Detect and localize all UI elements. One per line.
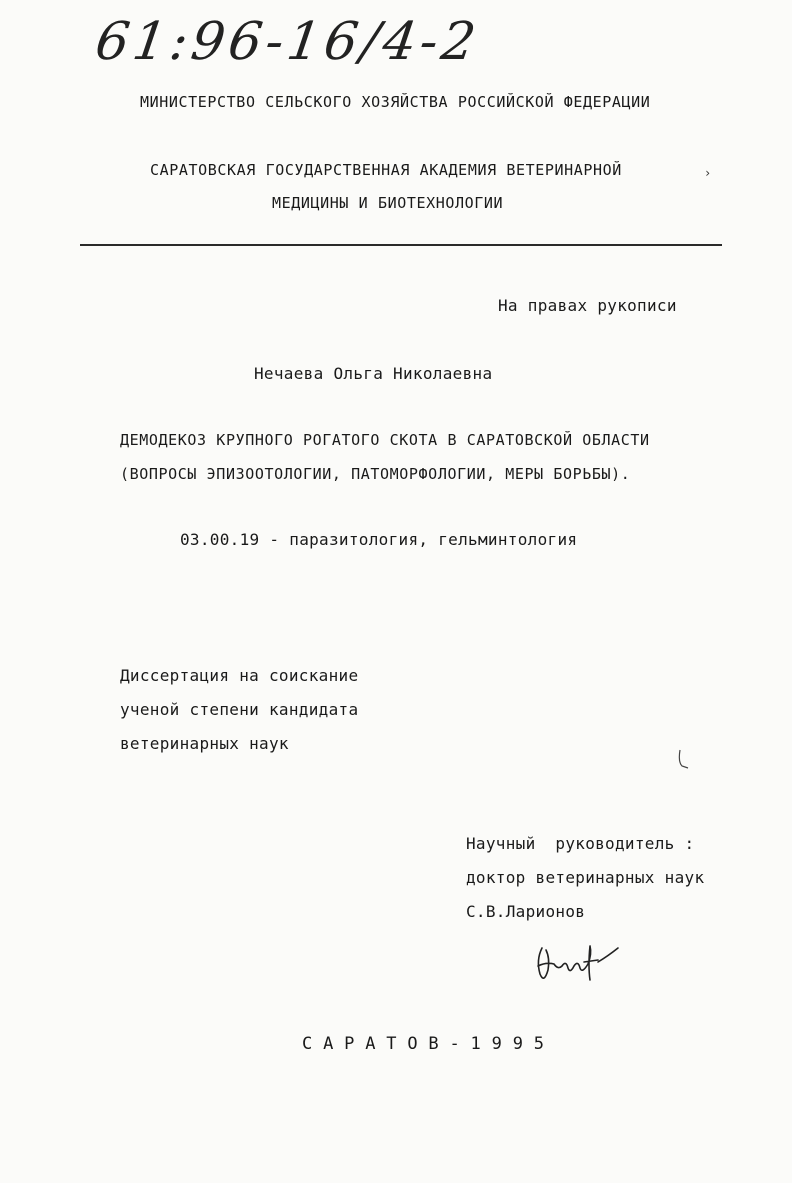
supervisor-degree: доктор ветеринарных наук [466, 868, 705, 887]
title-line-1: ДЕМОДЕКОЗ КРУПНОГО РОГАТОГО СКОТА В САРАТОВСКОЙ ОБЛАСТИ [120, 431, 650, 449]
margin-tick-mark [676, 748, 690, 770]
archive-number-handwritten: 61:96-16/4-2 [91, 12, 484, 72]
supervisor-name: С.В.Ларионов [466, 902, 586, 921]
city-year-footer: С А Р А Т О В - 1 9 9 5 [302, 1034, 545, 1054]
header-divider [80, 244, 722, 246]
dissertation-line-3: ветеринарных наук [120, 734, 289, 753]
author-name: Нечаева Ольга Николаевна [254, 364, 493, 383]
signature [532, 940, 632, 990]
ministry-header: МИНИСТЕРСТВО СЕЛЬСКОГО ХОЗЯЙСТВА РОССИЙСКОЙ ФЕДЕРАЦИИ [140, 93, 651, 111]
stray-mark: › [704, 166, 712, 180]
dissertation-line-1: Диссертация на соискание [120, 666, 359, 685]
academy-line-2: МЕДИЦИНЫ И БИОТЕХНОЛОГИИ [272, 194, 504, 212]
manuscript-note: На правах рукописи [498, 296, 677, 315]
specialty-code: 03.00.19 - паразитология, гельминтология [180, 530, 578, 549]
title-line-2: (ВОПРОСЫ ЭПИЗООТОЛОГИИ, ПАТОМОРФОЛОГИИ, МЕРЫ БОРЬБЫ). [120, 465, 631, 483]
supervisor-label: Научный руководитель : [466, 834, 695, 853]
academy-line-1: САРАТОВСКАЯ ГОСУДАРСТВЕННАЯ АКАДЕМИЯ ВЕТЕРИНАРНОЙ [150, 161, 622, 179]
dissertation-line-2: ученой степени кандидата [120, 700, 359, 719]
